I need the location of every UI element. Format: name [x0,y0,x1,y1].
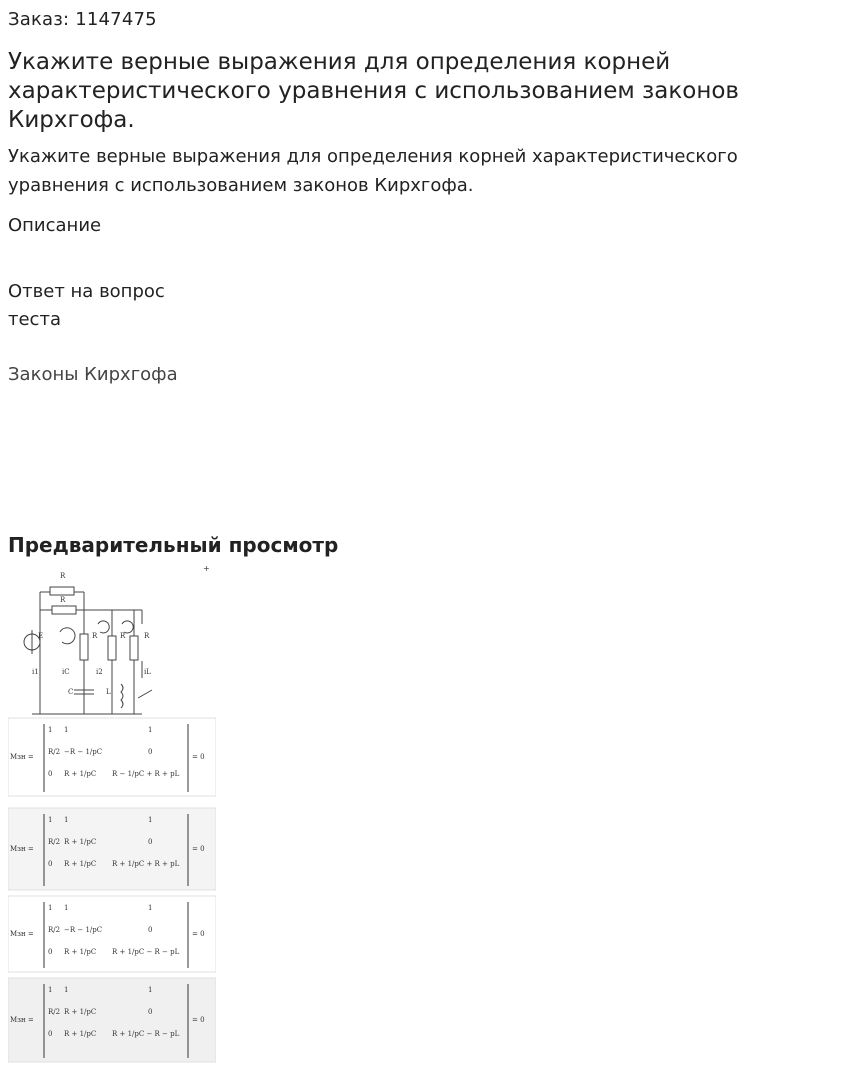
formula-rhs: = 0 [192,1016,205,1024]
formula-option [8,808,216,890]
matrix-cell: R + 1/pC [64,948,97,956]
matrix-cell: 1 [48,726,53,734]
circuit-and-formulas-image [8,566,216,1066]
matrix-cell: 1 [148,726,153,734]
matrix-cell: 1 [64,816,69,824]
matrix-cell: R + 1/pC [64,838,97,846]
formula-option [8,718,216,796]
matrix-cell: R/2 [48,926,61,934]
matrix-cell: R + 1/pC [64,1008,97,1016]
svg-text:i2: i2 [96,668,103,676]
svg-text:i1: i1 [32,668,39,676]
matrix-cell: 0 [48,770,53,778]
matrix-cell: R + 1/pC [64,770,97,778]
matrix-cell: 1 [64,904,69,912]
answer-label: Ответ на вопрос теста [8,281,165,330]
matrix-cell: 1 [148,816,153,824]
matrix-cell: R + 1/pC [64,860,97,868]
matrix-cell: 1 [48,986,53,994]
matrix-cell: 0 [148,1008,153,1016]
page-title: Укажите верные выражения для определения корней характеристического уравнения с использованием законов Кирхгофа. [8,49,739,133]
svg-text:iL: iL [144,668,151,676]
matrix-cell: 0 [48,948,53,956]
question-text: Укажите верные выражения для определения корней характеристического уравнения с использованием законов Кирхгофа. [8,146,738,196]
preview-heading: Предварительный просмотр [8,533,339,557]
svg-text:E: E [38,632,44,640]
matrix-cell: 1 [148,986,153,994]
svg-text:L: L [106,688,111,696]
formula-rhs: = 0 [192,753,205,761]
matrix-cell: R + 1/pC − R − pL [112,1030,180,1038]
matrix-cell: R/2 [48,748,61,756]
matrix-cell: 1 [148,904,153,912]
preview-image [8,566,216,1066]
matrix-cell: R/2 [48,838,61,846]
matrix-cell: 1 [64,726,69,734]
matrix-cell: 0 [148,926,153,934]
matrix-cell: R/2 [48,1008,61,1016]
order-number: Заказ: 1147475 [8,9,157,30]
svg-text:R: R [144,632,150,640]
svg-text:R: R [120,632,126,640]
formula-rhs: = 0 [192,930,205,938]
formula-options [8,718,216,1062]
formula-lhs: Mзн = [10,753,34,761]
svg-text:C: C [68,688,74,696]
matrix-cell: R − 1/pC + R + pL [112,770,180,778]
matrix-cell: 1 [48,904,53,912]
formula-option [8,896,216,972]
circuit-diagram [24,566,210,714]
formula-option [8,978,216,1062]
matrix-cell: 1 [64,986,69,994]
category-link[interactable]: Законы Кирхгофа [8,364,178,385]
formula-lhs: Mзн = [10,845,34,853]
matrix-cell: R + 1/pC [64,1030,97,1038]
svg-text:R: R [60,572,66,580]
matrix-cell: −R − 1/pC [64,748,103,756]
matrix-cell: 0 [148,748,153,756]
matrix-cell: 0 [48,860,53,868]
matrix-cell: 0 [148,838,153,846]
svg-text:R: R [92,632,98,640]
svg-text:+: + [203,566,210,573]
formula-lhs: Mзн = [10,930,34,938]
matrix-cell: −R − 1/pC [64,926,103,934]
description-label: Описание [8,215,102,236]
matrix-cell: R + 1/pC + R + pL [112,860,180,868]
formula-lhs: Mзн = [10,1016,34,1024]
svg-text:iC: iC [62,668,70,676]
formula-rhs: = 0 [192,845,205,853]
matrix-cell: R + 1/pC − R − pL [112,948,180,956]
svg-text:R: R [60,596,66,604]
matrix-cell: 0 [48,1030,53,1038]
matrix-cell: 1 [48,816,53,824]
